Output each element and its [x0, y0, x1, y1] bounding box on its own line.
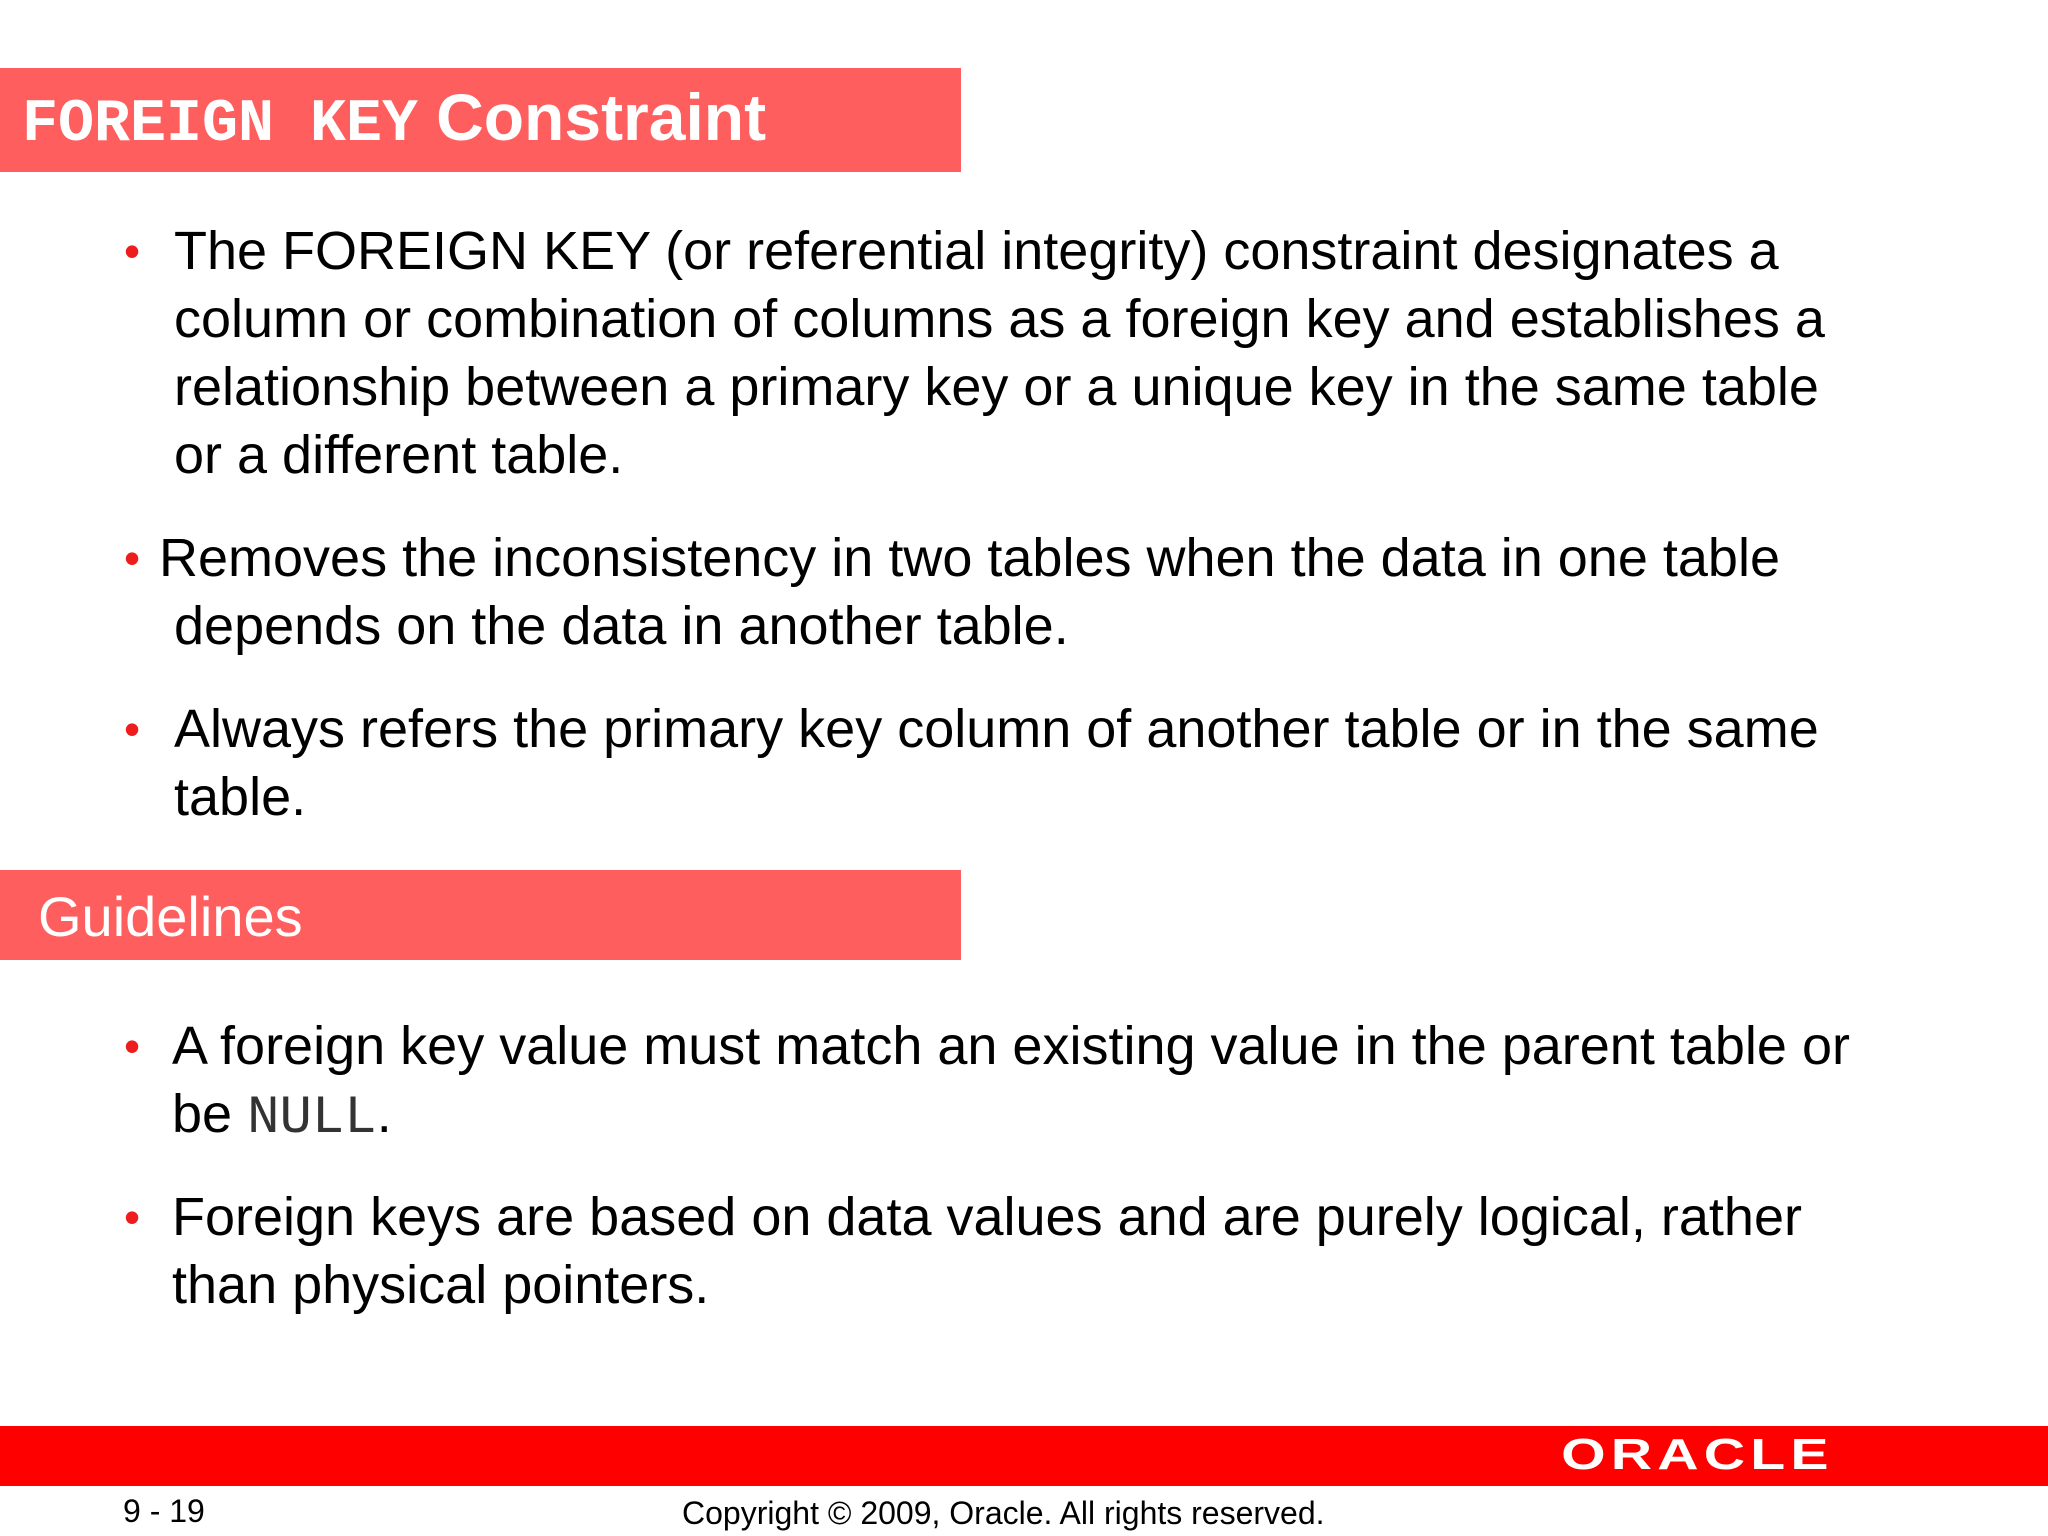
title-text: Constraint: [436, 80, 767, 154]
bullet-line: depends on the data in another table.: [174, 596, 1069, 656]
bullet-line: column or combination of columns as a foreign key and establishes a: [174, 289, 1825, 349]
page-number: 9 - 19: [123, 1493, 205, 1529]
slide-title: [22, 80, 767, 159]
title-banner: [0, 68, 961, 172]
guidelines-heading: Guidelines: [38, 885, 303, 948]
guidelines-banner: [0, 870, 961, 960]
oracle-logo: ORACLE: [1561, 1430, 1834, 1479]
bullet-icon: •: [124, 532, 141, 584]
bullet-line: The FOREIGN KEY (or referential integrity) constraint designates a: [174, 221, 1779, 281]
bullet-icon: •: [124, 1020, 141, 1072]
bullet-icon: •: [124, 1191, 141, 1243]
list-item: [124, 1012, 1850, 1153]
list-item: [124, 695, 1819, 831]
bullet-line: Removes the inconsistency in two tables when the data in one table: [159, 528, 1780, 588]
bullet-line: Always refers the primary key column of another table or in the same: [174, 699, 1819, 759]
null-keyword: NULL: [247, 1088, 377, 1149]
bullet-text: be: [172, 1084, 248, 1144]
title-code: FOREIGN KEY: [22, 91, 419, 159]
list-item: [124, 217, 1825, 489]
list-item: [124, 1183, 1802, 1319]
bullet-line: or a different table.: [174, 425, 624, 485]
list-item: [124, 524, 1780, 660]
bullet-line: A foreign key value must match an existing value in the parent table or: [172, 1016, 1850, 1076]
bullet-line: Foreign keys are based on data values and are purely logical, rather: [172, 1187, 1802, 1247]
bullet-text: .: [376, 1084, 392, 1144]
bullet-line: [172, 1080, 1850, 1153]
footer-bar: [0, 1426, 2048, 1486]
bullet-line: than physical pointers.: [172, 1255, 710, 1315]
copyright-notice: Copyright © 2009, Oracle. All rights reserved.: [682, 1495, 1325, 1531]
bullet-line: relationship between a primary key or a unique key in the same table: [174, 357, 1819, 417]
bullet-icon: •: [124, 703, 141, 755]
bullet-icon: •: [124, 225, 141, 277]
bullet-line: table.: [174, 767, 307, 827]
